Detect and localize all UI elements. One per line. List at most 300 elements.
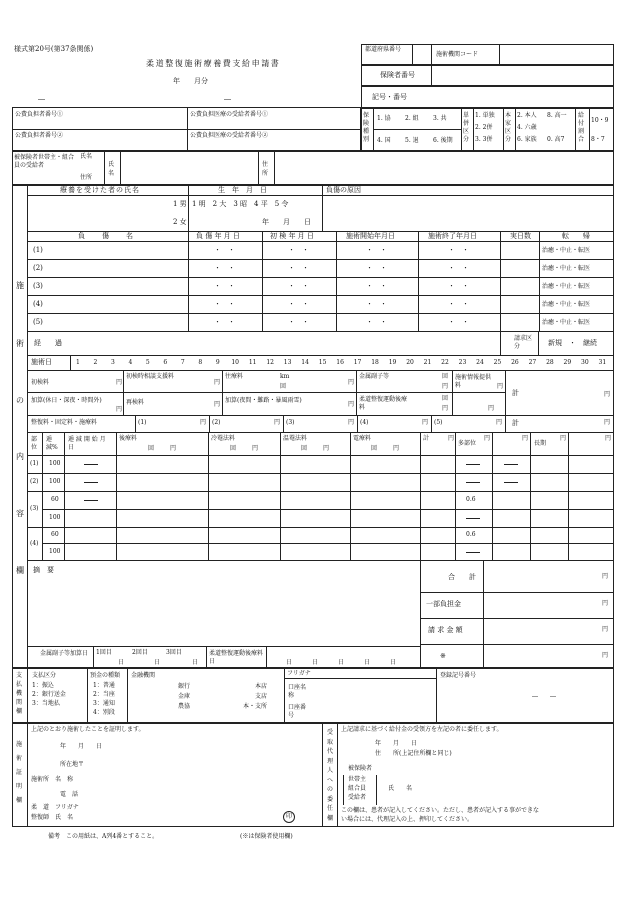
fee-consult-yen: 円 <box>214 379 221 386</box>
claim-type-value[interactable]: 新規 ・ 継続 <box>548 339 597 347</box>
day-cell[interactable]: 22 <box>441 359 449 366</box>
side-char: 施 <box>16 741 23 748</box>
day-cell[interactable]: 28 <box>546 359 554 366</box>
day-cell[interactable]: 8 <box>198 359 203 366</box>
single-combined-3: 3. 3併 <box>475 136 493 143</box>
pct-6: 100 <box>49 548 61 555</box>
side-char: 証 <box>16 769 23 776</box>
splint-day-1: 日 <box>118 659 125 666</box>
day-cell[interactable]: 29 <box>563 359 572 366</box>
note-yen: 円 <box>602 652 609 659</box>
form-title: 柔道整復施術療養費支給申請書 <box>146 59 281 68</box>
en-label: 円 <box>323 445 330 452</box>
cert-furigana: 柔 道 フリガナ <box>31 804 79 811</box>
injury-name-input[interactable] <box>50 315 184 329</box>
injury-row-label: (5) <box>33 318 43 326</box>
sum-yen: 円 <box>448 435 455 442</box>
multi-header: 多部位 <box>458 440 477 447</box>
injury-name-input[interactable] <box>50 243 184 257</box>
bank-a2: 金庫 <box>178 693 191 700</box>
reposition-total-yen: 円 <box>604 419 611 426</box>
outcome-header: 転 帰 <box>562 232 590 240</box>
public-recipient-2-label: 公費負担医療の受給者番号② <box>190 132 269 139</box>
sum2-yen: 円 <box>522 435 529 442</box>
injury-row-label: (2) <box>33 264 43 272</box>
day-cell[interactable]: 17 <box>353 359 362 366</box>
day-cell[interactable]: 24 <box>476 359 484 366</box>
injury-cause-value[interactable] <box>325 198 611 228</box>
treatment-row-3: (3) <box>30 505 39 512</box>
single-combined-2: 2. 2併 <box>475 124 493 131</box>
benefit-ratio-1: 10・9 <box>591 117 609 124</box>
delegation-name-input[interactable] <box>420 778 610 804</box>
pref-number-label: 都道府県番号 <box>365 46 402 53</box>
fee-first: 初検料 <box>31 379 50 386</box>
en-label: 円 <box>393 445 400 452</box>
start-date-dots: ・ ・ <box>366 318 387 326</box>
side-char: 欄 <box>16 708 23 715</box>
deposit-2: 2：当座 <box>93 691 115 698</box>
decr-start-header: 逓 減 開 始 月 日 <box>68 436 112 451</box>
sex-male: 1 男 <box>173 200 187 208</box>
form-number: 様式第20号(第37条関係) <box>14 45 94 53</box>
deposit-4: 4：別段 <box>93 709 115 716</box>
side-char: へ <box>327 776 334 784</box>
splint-day-3: 日 <box>192 659 199 666</box>
fee-splint: 金属副子等 <box>359 373 390 380</box>
reposition-total-label: 計 <box>512 419 519 427</box>
side-char-2: 術 <box>16 339 24 348</box>
deleg-note-1: この欄は、患者が記入してください。ただし、患者が記入する事ができな <box>341 807 540 814</box>
judo-day: 日 <box>364 659 371 666</box>
reposition-yen: 円 <box>274 419 281 426</box>
splint-add-first: 1回目 <box>96 649 112 656</box>
bank-label: 金融機関 <box>131 672 156 679</box>
reposition-divider <box>357 415 358 432</box>
multi-dash-3 <box>466 518 480 519</box>
fee-splint-yen: 円 <box>442 383 449 390</box>
self-family-a1: 2. 本人 <box>517 112 537 119</box>
injury-name-input[interactable] <box>50 297 184 311</box>
registration-dash: ― ― <box>532 693 557 700</box>
payment-type-label: 支払区分 <box>32 672 57 679</box>
day-cell[interactable]: 13 <box>283 359 292 366</box>
day-cell[interactable]: 7 <box>180 359 185 366</box>
day-cell[interactable]: 12 <box>266 359 274 366</box>
injury-date-dots: ・ ・ <box>214 282 235 290</box>
side-char: 取 <box>327 738 334 746</box>
reposition-yen: 円 <box>348 419 355 426</box>
sex-female: 2 女 <box>173 218 187 226</box>
fee-revisit: 再検料 <box>126 399 145 406</box>
fee-visit-add: 加算(夜間・難路・暴風雨雪) <box>225 397 302 404</box>
side-char: 払 <box>16 681 23 688</box>
injury-row-label: (1) <box>33 246 43 254</box>
outcome-value[interactable]: 治癒・中止・転医 <box>542 301 591 308</box>
deleg-statement: 上記請求に基づく給付金の受領方を左記の者に委任します。 <box>341 726 503 733</box>
period-label: 年 月分 <box>173 77 208 85</box>
insured-address2-label: 住所 <box>262 161 269 177</box>
facility-code-label: 施術機関コード <box>436 51 479 58</box>
day-cell[interactable]: 10 <box>231 359 239 366</box>
pref-number-value[interactable] <box>414 46 429 63</box>
deleg-date: 年 月 日 <box>375 740 418 747</box>
summary-label: 摘 要 <box>33 566 54 574</box>
treatment-row-2: (2) <box>30 478 39 485</box>
insurer-number-value[interactable] <box>434 67 612 84</box>
fee-info-yen: 円 <box>497 383 504 390</box>
first-visit-dots: ・ ・ <box>288 246 309 254</box>
day-cell[interactable]: 27 <box>528 359 537 366</box>
day-cell[interactable]: 26 <box>511 359 519 366</box>
cert-address: 所在地〒 <box>60 761 85 768</box>
first-visit-header: 初 検 年 月 日 <box>270 232 314 240</box>
deposit-1: 1：普通 <box>93 682 115 689</box>
days-header: 実日数 <box>510 232 531 240</box>
side-char: の <box>327 786 334 793</box>
insured-name-label: 氏名 <box>80 153 93 160</box>
treatment-row-4: (4) <box>30 540 39 547</box>
insured-name2-label: 氏名 <box>108 161 115 177</box>
splint-add-label: 金属副子等加算日 <box>40 650 89 657</box>
multi-dash-2 <box>466 482 480 483</box>
injury-date-dots: ・ ・ <box>214 246 235 254</box>
insured-label: 被保険者世帯主・組合員の受給者 <box>14 154 75 169</box>
sum2-dash-1 <box>504 464 518 465</box>
single-combined-label: 単併区分 <box>463 112 470 143</box>
injury-name-input[interactable] <box>50 279 184 293</box>
side-char-4: 内 <box>16 452 24 461</box>
side-char-6: 欄 <box>16 566 24 575</box>
insurer-note-mark: ※ <box>440 652 446 660</box>
public-dash-2: ― <box>224 95 231 103</box>
day-cell[interactable]: 14 <box>301 359 309 366</box>
facility-code-value[interactable] <box>502 46 612 63</box>
splint-add-second: 2回目 <box>132 649 148 656</box>
side-char: 関 <box>16 699 23 706</box>
pct-4: 100 <box>49 514 61 521</box>
day-cell[interactable]: 19 <box>388 359 397 366</box>
end-date-dots: ・ ・ <box>448 300 469 308</box>
side-char: 受 <box>327 729 334 736</box>
fee-first-yen: 円 <box>116 379 123 386</box>
reposition-slot: (3) <box>286 419 295 426</box>
treatment-days-label: 施術日 <box>31 358 52 366</box>
deleg-name-label: 氏 名 <box>388 785 413 792</box>
bank-a3: 農協 <box>178 703 191 710</box>
insurance-type-top-3: 3. 共 <box>433 115 447 122</box>
part-header: 部位 <box>31 436 38 451</box>
account-number-label: 口座番号 <box>288 704 307 719</box>
insurance-type-bottom-2: 5. 退 <box>405 137 419 144</box>
insured-address-value[interactable] <box>277 153 611 183</box>
deposit-3: 3：通知 <box>93 700 115 707</box>
fee-after-hours-yen: 円 <box>116 406 123 413</box>
single-combined-1: 1. 単独 <box>475 112 495 119</box>
day-cell[interactable]: 20 <box>406 359 414 366</box>
side-char: 欄 <box>327 814 334 822</box>
injury-date-dots: ・ ・ <box>214 264 235 272</box>
deleg-bracket-2: 組合員 <box>348 785 367 792</box>
reposition-yen: 円 <box>496 419 503 426</box>
en-label: 円 <box>170 445 177 452</box>
self-family-b2: 0. 高7 <box>547 136 565 143</box>
kai-label: 回 <box>230 445 237 452</box>
cert-facility: 施術所 名 称 <box>31 776 74 783</box>
start-date-header: 施術開始年月日 <box>346 232 395 240</box>
insurance-type-top-2: 2. 組 <box>405 115 419 122</box>
day-cell[interactable]: 4 <box>128 359 133 366</box>
day-cell[interactable]: 21 <box>423 359 432 366</box>
deleg-bracket-1: 世帯主 <box>348 776 367 783</box>
judo-day: 日 <box>286 659 293 666</box>
side-char: 明 <box>16 783 23 790</box>
long-yen: 円 <box>560 435 567 442</box>
insurance-type-bottom-3: 6. 後期 <box>433 137 453 144</box>
side-char: 代 <box>327 748 334 755</box>
reposition-divider <box>283 415 284 432</box>
side-char: 機 <box>16 690 23 697</box>
public-dash-1: ― <box>38 95 45 103</box>
aftercare-header: 後療料 <box>119 435 138 442</box>
day-cell[interactable]: 30 <box>581 359 589 366</box>
cert-date: 年 月 日 <box>60 743 103 750</box>
reposition-divider <box>431 415 432 432</box>
day-cell[interactable]: 23 <box>458 359 467 366</box>
fee-info: 施術情報提供料 <box>455 374 492 389</box>
fee-judo-rehab: 柔道整復運動後療料 <box>359 396 408 411</box>
claim-yen: 円 <box>602 626 609 633</box>
side-char: 人 <box>327 767 334 774</box>
sum-header: 計 <box>423 435 430 442</box>
reposition-yen: 円 <box>200 419 207 426</box>
decr-dash-1 <box>84 464 98 465</box>
day-cell[interactable]: 15 <box>318 359 327 366</box>
long2-yen: 円 <box>605 435 612 442</box>
branch-a2: 支店 <box>255 693 268 700</box>
end-date-dots: ・ ・ <box>448 264 469 272</box>
side-char: 支 <box>16 672 23 679</box>
branch-a1: 本店 <box>255 683 268 690</box>
day-cell[interactable]: 11 <box>248 359 257 366</box>
claim-label: 請 求 金 額 <box>428 626 463 634</box>
outcome-value[interactable]: 治癒・中止・転医 <box>542 247 591 254</box>
reposition-slot: (1) <box>138 419 147 426</box>
multi-dash-4 <box>466 552 480 553</box>
progress-value[interactable] <box>70 334 495 352</box>
copay-label: 一部負担金 <box>426 600 461 608</box>
day-cell[interactable]: 16 <box>336 359 344 366</box>
payment-type-1: 1：振込 <box>32 682 54 689</box>
deleg-address: 住 所(上記住所欄と同じ) <box>375 750 452 757</box>
public-payer-1-label: 公費負担者番号① <box>15 111 64 118</box>
public-payer-2-label: 公費負担者番号② <box>15 132 64 139</box>
start-date-dots: ・ ・ <box>366 264 387 272</box>
ratio-06-1: 0.6 <box>466 496 476 503</box>
end-date-header: 施術終了年月日 <box>428 232 477 240</box>
cert-practitioner: 整復師 氏 名 <box>31 814 74 821</box>
benefit-ratio-label: 給付割合 <box>578 112 585 143</box>
reposition-yen: 円 <box>422 419 429 426</box>
insured-address-label: 住所 <box>80 174 93 181</box>
reposition-slot: (5) <box>434 419 443 426</box>
account-value[interactable] <box>312 682 432 720</box>
patient-name-value[interactable] <box>30 198 170 228</box>
public-recipient-1-label: 公費負担医療の受給者番号① <box>190 111 269 118</box>
injury-row-line <box>27 313 614 314</box>
fee-judo-yen: 円 <box>442 405 449 412</box>
account-name-label: 口座名称 <box>288 684 307 699</box>
side-char: 任 <box>327 805 334 812</box>
symbol-number-label: 記号・番号 <box>372 93 407 101</box>
day-cell[interactable]: 9 <box>215 359 220 366</box>
injury-date-dots: ・ ・ <box>214 318 235 326</box>
deleg-bracket-3: 受給者 <box>348 794 367 801</box>
era-options: 1 明 2 大 3 昭 4 平 5 令 <box>192 200 289 208</box>
day-cell[interactable]: 25 <box>493 359 502 366</box>
side-char: 術 <box>16 755 23 762</box>
outcome-value[interactable]: 治癒・中止・転医 <box>542 265 591 272</box>
self-family-b1: 8. 高一 <box>547 112 567 119</box>
pct-3: 60 <box>51 496 59 503</box>
day-cell[interactable]: 1 <box>76 359 80 366</box>
long-header: 長期 <box>534 440 547 447</box>
cert-phone: 電 話 <box>60 791 79 798</box>
insured-name-value[interactable] <box>123 153 255 183</box>
reposition-divider <box>209 415 210 432</box>
injury-cause-label: 負傷の原因 <box>326 186 361 194</box>
ratio-06-2: 0.6 <box>466 531 476 538</box>
pct-1: 100 <box>49 460 61 467</box>
certification-input[interactable] <box>90 758 315 820</box>
day-cell[interactable]: 6 <box>163 359 168 366</box>
injury-row-line <box>27 277 614 278</box>
kai-label: 回 <box>371 445 378 452</box>
first-visit-dots: ・ ・ <box>288 282 309 290</box>
pct-2: 100 <box>49 478 61 485</box>
sum2-dash-2 <box>504 482 518 483</box>
deleg-insured: 被保険者 <box>348 765 373 772</box>
day-cell[interactable]: 18 <box>371 359 379 366</box>
branch-a3: 本・支所 <box>243 703 268 710</box>
pct-5: 60 <box>51 531 59 538</box>
reposition-label: 整復料・固定料・施療料 <box>31 419 98 426</box>
fee-visit-times: 回 <box>280 383 287 390</box>
insurance-type-label: 保険種別 <box>363 112 370 143</box>
start-date-dots: ・ ・ <box>366 246 387 254</box>
fee-judo-times: 回 <box>442 395 449 402</box>
judo-day: 日 <box>390 659 397 666</box>
kai-label: 回 <box>301 445 308 452</box>
payment-type-2: 2：銀行送金 <box>32 691 66 698</box>
side-char-1: 施 <box>16 281 24 290</box>
first-visit-dots: ・ ・ <box>288 264 309 272</box>
fee-after-hours: 加算(休日・深夜・時間外) <box>31 397 102 404</box>
deleg-note-2: い場合には、代理記入の上、押印してください。 <box>341 816 474 823</box>
insurance-type-bottom-1: 4. 国 <box>377 137 391 144</box>
fee-visit-add-yen: 円 <box>348 401 355 408</box>
decrement-header: 逓減% <box>46 436 58 451</box>
decr-dash-3 <box>84 500 98 501</box>
deposit-label: 預金の種類 <box>90 672 121 679</box>
claim-type-label: 請求区分 <box>514 335 533 350</box>
injury-date-dots: ・ ・ <box>214 300 235 308</box>
warm-header: 温罨法料 <box>283 435 308 442</box>
day-cell[interactable]: 31 <box>598 359 607 366</box>
multi-dash-1 <box>466 464 480 465</box>
injury-row-line <box>27 259 614 260</box>
judo-day: 日 <box>312 659 319 666</box>
summary-value[interactable] <box>30 578 416 640</box>
day-cell[interactable]: 3 <box>110 359 115 366</box>
fee-consult: 初検時相談支援料 <box>126 373 175 380</box>
en-label: 円 <box>252 445 259 452</box>
fee-visit-yen: 円 <box>348 379 355 386</box>
cert-statement: 上記のとおり施術したことを証明します。 <box>31 726 145 733</box>
start-date-dots: ・ ・ <box>366 300 387 308</box>
total-label: 合 計 <box>448 573 476 581</box>
birth-label: 生 年 月 日 <box>218 186 267 194</box>
seal-text: 印 <box>286 813 293 820</box>
patient-name-label: 療養を受けた者の氏名 <box>60 186 140 194</box>
end-date-dots: ・ ・ <box>448 318 469 326</box>
injury-name-input[interactable] <box>50 261 184 275</box>
reposition-slot: (2) <box>212 419 221 426</box>
progress-label: 経 過 <box>34 339 62 347</box>
decr-dash-2 <box>84 482 98 483</box>
side-char-5: 容 <box>16 509 24 518</box>
fee-splint-times: 回 <box>442 373 449 380</box>
day-cell[interactable]: 2 <box>93 359 98 366</box>
insurer-number-label: 保険者番号 <box>380 71 415 79</box>
footer-note: 備考 この用紙は、A列4番とすること。 <box>48 833 159 840</box>
judo-day: 日 <box>338 659 345 666</box>
side-char: 委 <box>327 795 334 803</box>
fee-visit: 往療料 <box>225 373 244 380</box>
cold-header: 冷罨法料 <box>211 435 236 442</box>
splint-day-2: 日 <box>154 659 161 666</box>
registration-label: 登録記号番号 <box>440 672 477 679</box>
splint-add-third: 3回目 <box>166 649 182 656</box>
end-date-dots: ・ ・ <box>448 282 469 290</box>
self-family-label: 本家区分 <box>505 112 512 143</box>
birth-ymd: 年 月 日 <box>262 218 311 226</box>
day-cell[interactable]: 5 <box>145 359 150 366</box>
injury-name-header: 負 傷 名 <box>78 232 134 240</box>
multi-yen: 円 <box>484 435 491 442</box>
furigana-label: フリガナ <box>287 670 311 677</box>
side-char-3: の <box>16 396 24 405</box>
footer-insurer-use: (※は保険者使用欄) <box>240 833 293 840</box>
symbol-number-value[interactable] <box>420 88 610 106</box>
end-date-dots: ・ ・ <box>448 246 469 254</box>
outcome-value[interactable]: 治癒・中止・転医 <box>542 319 591 326</box>
injury-row-label: (4) <box>33 300 43 308</box>
fee-km: km <box>280 373 290 380</box>
start-date-dots: ・ ・ <box>366 282 387 290</box>
first-visit-dots: ・ ・ <box>288 300 309 308</box>
insurance-type-top-1: 1. 協 <box>377 115 391 122</box>
fee-info-yen-2: 円 <box>488 405 495 412</box>
total-yen: 円 <box>602 573 609 580</box>
benefit-ratio-2: 8・7 <box>591 136 605 143</box>
fee-total-label: 計 <box>512 389 519 397</box>
treatment-row-1: (1) <box>30 460 39 467</box>
outcome-value[interactable]: 治癒・中止・転医 <box>542 283 591 290</box>
side-char: 欄 <box>16 797 23 804</box>
fee-revisit-yen: 円 <box>214 401 221 408</box>
fee-total-yen: 円 <box>604 391 611 398</box>
